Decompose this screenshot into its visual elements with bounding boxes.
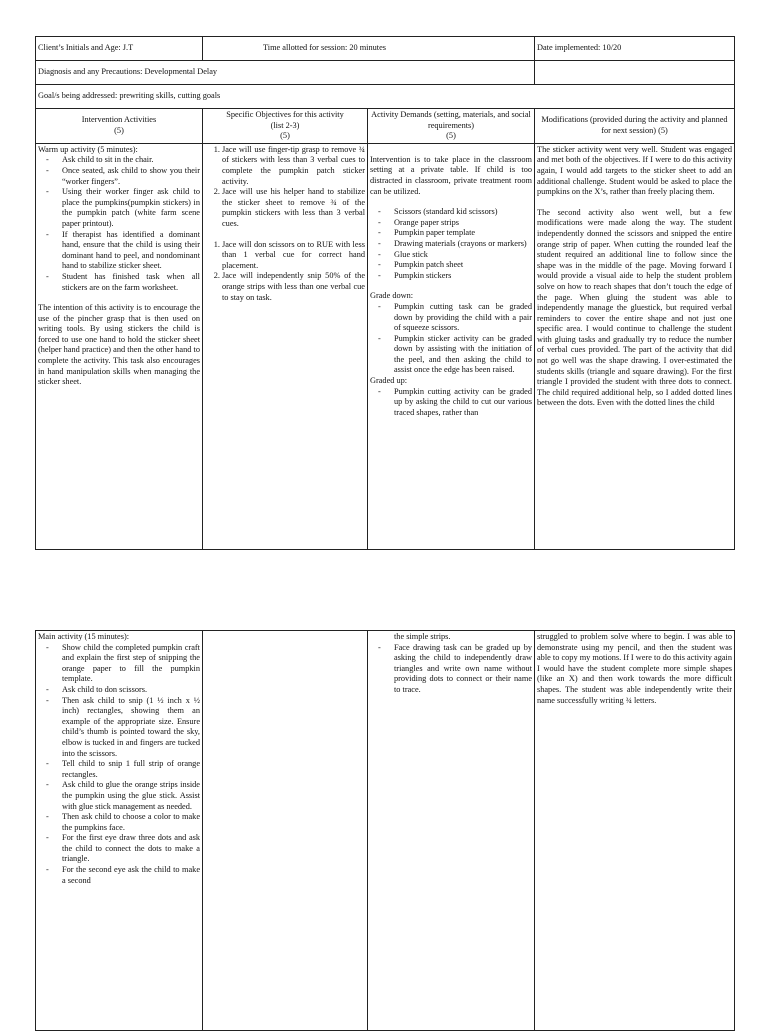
list-item: 1. Jace will don scissors on to RUE with less than 1 verbal cue for correct hand placement. <box>222 240 365 272</box>
list-item: - Then ask child to choose a color to make the pumpkins face. <box>62 812 200 833</box>
col1-title: Intervention Activities <box>81 115 157 125</box>
column-headers <box>36 109 735 144</box>
main-steps <box>38 643 200 887</box>
modifications-cell <box>535 143 735 549</box>
objectives-set1 <box>205 145 365 230</box>
client-info: Client’s Initials and Age: J.T <box>36 37 203 61</box>
time-allotted: Time allotted for session: 20 minutes <box>203 37 535 61</box>
content-row-page1 <box>36 143 735 549</box>
modifications-p1: The sticker activity went very well. Student was engaged and met both of the objectives. If I were to do this activity again, I would add targets to the sticker sheet to add an additional challenge. Student would be asked to place the pumpkins on the X’s, rather than freely placing them. <box>537 144 732 197</box>
list-item: - Scissors (standard kid scissors) <box>394 207 532 218</box>
content-row-page2 <box>36 631 735 1031</box>
warmup-steps <box>38 155 200 293</box>
objectives-cell-page2 <box>203 631 368 1031</box>
list-item: - Using their worker finger ask child to place the pumpkins(pumpkin stickers) in the pumpkin patch (white farm scene paper printout). <box>62 187 200 229</box>
diagnosis: Diagnosis and any Precautions: Developmental Delay <box>36 61 535 85</box>
list-item: 1. Jace will use finger-tip grasp to remove ¾ of stickers with less than 3 verbal cues to complete the pumpkin patch sticker activity. <box>222 145 365 187</box>
list-item: - Pumpkin cutting task can be graded down by providing the child with a pair of squeeze scissors. <box>394 302 532 334</box>
grade-up-list-2 <box>370 643 532 696</box>
list-item: - Pumpkin sticker activity can be graded down by assisting with the initiation of the peel, and then asking the child to assist once the edge has been raised. <box>394 334 532 376</box>
list-item: - Tell child to snip 1 full strip of orange rectangles. <box>62 759 200 780</box>
col-header-modifications <box>535 109 735 144</box>
grade-down-label: Grade down: <box>370 291 414 301</box>
list-item: - Ask child to glue the orange strips inside the pumpkin using the glue stick. Assist with glue stick management as needed. <box>62 780 200 812</box>
diagnosis-blank <box>535 61 735 85</box>
list-item: - Student has finished task when all stickers are on the farm worksheet. <box>62 272 200 293</box>
col3-title: Activity Demands (setting, materials, and social requirements) <box>371 110 531 130</box>
warmup-intention: The intention of this activity is to encourage the use of the pincher grasp that is then used on writing tools. By using stickers the child is forced to use one hand to hold the sticker sheet (helper hand practice) and then the other hand to complete the activity. This task also encourages in hand manipulation skills when managing the sticker sheet. <box>38 303 200 387</box>
col-header-demands <box>368 109 535 144</box>
diagnosis-row <box>36 61 735 85</box>
list-item: - Ask child to sit in the chair. <box>62 155 200 166</box>
col3-points: (5) <box>446 131 456 141</box>
modifications-p2: The second activity also went well, but a few modifications were made along the way. The student independently donned the scissors and snipped the entire orange strip of paper. When cutting the rounded leaf the student required an additional line to follow since the shape was in the middle of the page. Moving forward I would provide a visual aide to help the student problem solve on how to reach shapes that don’t touch the edge of the page. When gluing the student was able to independently manage the gluestick, but required verbal reminders to cover the entire shape and not just one specific area. I would continue to challenge the student with gluing tasks and gradually try to reduce the number of verbal cues provided. The part of the activity that did not go well was the shape drawing. I over-estimated the students skills (triangle and square drawing). For the first triangle I provided the student with three dots to connect. The child required additional help, so I added dotted lines between the dots. Even with the dotted lines the child <box>537 207 732 408</box>
list-item: - For the first eye draw three dots and ask the child to connect the dots to make a triangle. <box>62 833 200 865</box>
list-item: 2. Jace will use his helper hand to stabilize the sticker sheet to remove ¾ of the pumpkin stickers with less than 3 verbal cues. <box>222 187 365 229</box>
col2-title: Specific Objectives for this activity <box>226 110 344 119</box>
header-row <box>36 37 735 61</box>
list-item: - Face drawing task can be graded up by asking the child to independently draw triangles and write own name without providing dots to connect or their name to trace. <box>394 643 532 696</box>
grade-up-continued: the simple strips. <box>394 632 451 641</box>
list-item: 2. Jace will independently snip 50% of the orange strips with less than one verbal cue to stay on task. <box>222 271 365 303</box>
col4-title: Modifications (provided during the activity and planned for next session) (5) <box>541 115 728 135</box>
main-title: Main activity (15 minutes): <box>38 632 130 641</box>
list-item: - Drawing materials (crayons or markers) <box>394 239 532 250</box>
col2-points: (5) <box>280 131 290 141</box>
list-item: - Show child the completed pumpkin craft and explain the first step of snipping the orange paper to fill the pumpkin template. <box>62 643 200 685</box>
col1-points: (5) <box>114 125 124 135</box>
objectives-set2 <box>205 240 365 304</box>
list-item: - Pumpkin cutting activity can be graded up by asking the child to cut our various traced shapes, rather than <box>394 387 532 419</box>
demands-setting: Intervention is to take place in the classroom setting at a private table. If child is too distracted in classroom, private treatment room can be utilized. <box>370 154 532 196</box>
list-item: - Once seated, ask child to show you their “worker fingers”. <box>62 166 200 187</box>
col2-list: (list 2-3) <box>270 120 300 130</box>
list-item: - Ask child to don scissors. <box>62 685 200 696</box>
grade-up-list <box>370 387 532 419</box>
grade-down-list <box>370 302 532 376</box>
list-item: - For the second eye ask the child to make a second <box>62 865 200 886</box>
demands-cell <box>368 143 535 549</box>
warmup-cell <box>36 143 203 549</box>
modifications-cell-page2 <box>535 631 735 1031</box>
col-header-activities <box>36 109 203 144</box>
grade-up-label: Graded up: <box>370 376 408 386</box>
goals-row <box>36 85 735 109</box>
date-implemented: Date implemented: 10/20 <box>535 37 735 61</box>
list-item: - Orange paper strips <box>394 218 532 229</box>
goals: Goal/s being addressed: prewriting skills, cutting goals <box>36 85 735 109</box>
list-item: - If therapist has identified a dominant hand, ensure that the child is using their dominant hand to peel, and nondominant hand to stabilize sticker sheet. <box>62 230 200 272</box>
modifications-p3: struggled to problem solve where to begin. I was able to demonstrate using my pencil, and then the student was able to copy my motions. If I were to do this activity again I would have the student complete more simple shapes (like an X) and then work towards the more difficult shapes. The student was able independently write their name successfully writing ¾ letters. <box>537 632 732 705</box>
demands-cell-page2 <box>368 631 535 1031</box>
objectives-cell <box>203 143 368 549</box>
list-item: - Pumpkin patch sheet <box>394 260 532 271</box>
warmup-title: Warm up activity (5 minutes): <box>38 144 138 154</box>
materials-list <box>370 207 532 281</box>
list-item: - Then ask child to snip (1 ½ inch x ½ inch) rectangles, showing them an example of the appropriate size. Ensure child’s thumb is pointed toward the sky, elbow is tucked in and fingers are tucked into the scissors. <box>62 696 200 760</box>
session-plan-table-page1 <box>35 36 735 550</box>
list-item: - Pumpkin stickers <box>394 271 532 282</box>
list-item: - Glue stick <box>394 250 532 261</box>
list-item: - Pumpkin paper template <box>394 228 532 239</box>
session-plan-table-page2 <box>35 630 735 1031</box>
col-header-objectives <box>203 109 368 144</box>
main-activity-cell <box>36 631 203 1031</box>
